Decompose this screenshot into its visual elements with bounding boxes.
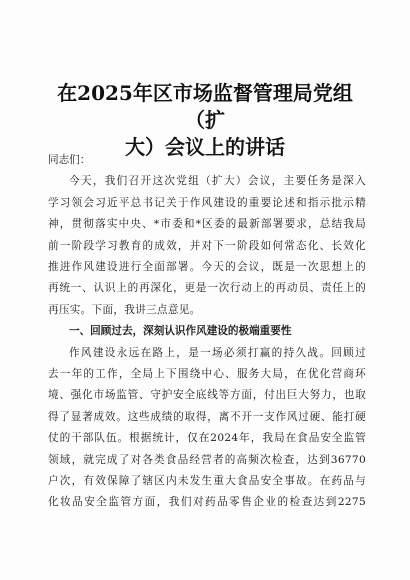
- section-heading-1: 一、回顾过去，深刻认识作风建设的极端重要性: [69, 325, 292, 338]
- document-title: [40, 80, 370, 161]
- paragraph-line: 今天，我们召开这次党组（扩大）会议，主要任务是深入: [69, 175, 366, 188]
- paragraph-review: [48, 343, 366, 514]
- paragraph-intro: [48, 171, 366, 321]
- paragraph-line: 前一阶段学习教育的成效，并对下一阶段如何常态化、长效化: [48, 239, 366, 252]
- paragraph-line: 再统一、认识上的再深化，更是一次行动上的再动员、责任上的: [48, 282, 366, 295]
- paragraph-line: 户次，有效保障了辖区内未发生重大食品安全事故。在药品与: [48, 475, 366, 488]
- paragraph-line: 推进作风建设进行全面部署。今天的会议，既是一次思想上的: [48, 261, 366, 274]
- paragraph-line: 境、强化市场监管、守护安全底线等方面，付出巨大努力，也取: [48, 389, 366, 402]
- document-body: [48, 150, 366, 514]
- paragraph-line: 去一年的工作，全局上下围绕中心、服务大局，在优化营商环: [48, 368, 366, 381]
- paragraph-line: 仗的干部队伍。根据统计，仅在2024年，我局在食品安全监管: [48, 432, 366, 445]
- paragraph-line: 学习领会习近平总书记关于作风建设的重要论述和指示批示精: [48, 196, 366, 209]
- title-line-2: 大）会议上的讲话: [125, 135, 285, 159]
- salutation: 同志们：: [48, 154, 91, 166]
- paragraph-line: 神，贯彻落实中央、*市委和*区委的最新部署要求，总结我局: [48, 218, 366, 231]
- paragraph-line: 作风建设永远在路上，是一场必须打赢的持久战。回顾过: [69, 346, 366, 359]
- title-line-1: 在2025年区市场监督管理局党组（扩: [57, 81, 353, 132]
- paragraph-line: 化妆品安全监管方面，我们对药品零售企业的检查达到2275: [48, 496, 366, 509]
- paragraph-line: 得了显著成效。这些成绩的取得，离不开一支作风过硬、能打硬: [48, 410, 366, 423]
- paragraph-line: 再压实。下面，我讲三点意见。: [48, 303, 201, 316]
- paragraph-line: 领域，就完成了对各类食品经营者的高频次检查，达到36770: [48, 453, 366, 466]
